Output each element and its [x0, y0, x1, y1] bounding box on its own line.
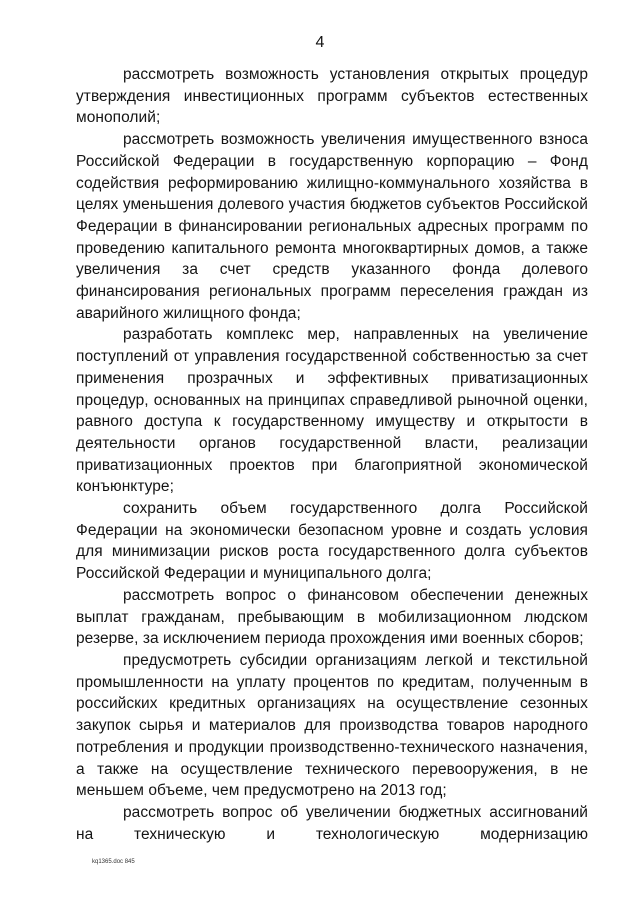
paragraph-modernization: рассмотреть вопрос об увеличении бюджетных ассигнований на техническую и технологическую модернизацию — [76, 803, 588, 843]
document-body — [76, 64, 588, 845]
paragraph-state-debt: сохранить объем государственного долга Российской Федерации на экономически безопасном уровне и создать условия для минимизации рисков роста государственного долга субъектов Российской Федерации и муниципального долга; — [76, 500, 588, 583]
file-stamp: kq1365.doc 845 — [92, 859, 135, 865]
paragraph-state-property: разработать комплекс мер, направленных на увеличение поступлений от управления государственной собственностью за счет применения прозрачных и эффективных приватизационных процедур, основанных на принципах справедливой рыночной оценки, равного доступа к государственному имуществу и открытости в деятельности органов государственной власти, реализации приватизационных проектов при благоприятной экономической конъюнктуре; — [76, 326, 588, 496]
page-number: 4 — [315, 34, 325, 51]
paragraph-textile-subsidies: предусмотреть субсидии организациям легкой и текстильной промышленности на уплату процентов по кредитам, полученным в российских кредитных организациях на осуществление сезонных закупок сырья и материалов для производства товаров народного потребления и продукции производственно-технического назначения, а также на осуществление технического перевооружения, в не меньшем объеме, чем предусмотрено на 2013 год; — [76, 651, 588, 800]
paragraph-housing-fund: рассмотреть возможность увеличения имущественного взноса Российской Федерации в государственную корпорацию – Фонд содействия реформированию жилищно-коммунального хозяйства в целях уменьшения долевого участия бюджетов субъектов Российской Федерации в финансировании региональных адресных программ по проведению капитального ремонта многоквартирных домов, а также увеличения за счет средств указанного фонда долевого финансирования региональных программ переселения граждан из аварийного жилищного фонда; — [76, 131, 588, 322]
paragraph-mobilization-reserve: рассмотреть вопрос о финансовом обеспечении денежных выплат гражданам, пребывающим в мобилизационном людском резерве, за исключением периода прохождения ими военных сборов; — [76, 586, 588, 648]
paragraph-monopolies: рассмотреть возможность установления открытых процедур утверждения инвестиционных программ субъектов естественных монополий; — [76, 66, 588, 127]
